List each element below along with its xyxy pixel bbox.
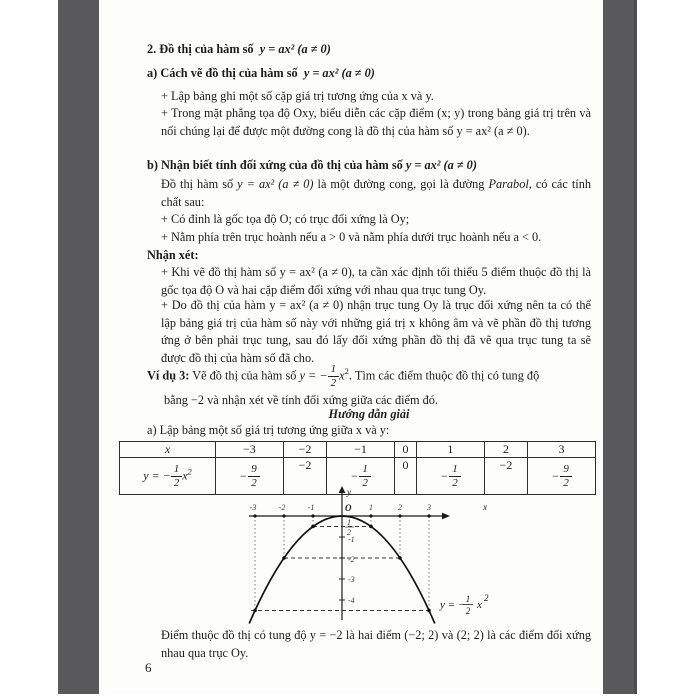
example-eq-prefix: y = − xyxy=(299,368,328,383)
fraction-numerator: 1 xyxy=(328,364,340,377)
x-axis-arrow-icon xyxy=(442,513,450,520)
svg-text:y = −: y = − xyxy=(440,599,466,611)
y-axis-label: y xyxy=(347,487,351,497)
num: 9 xyxy=(560,464,572,477)
svg-text:-1: -1 xyxy=(307,503,315,512)
svg-text:x: x xyxy=(477,599,482,611)
value-fraction xyxy=(359,464,371,489)
section-2-title: 2. Đồ thị của hàm số xyxy=(147,42,254,56)
bullet-b2: + Nằm phía trên trục hoành nếu a > 0 và nằm phía dưới trục hoành nếu a < 0. xyxy=(161,230,542,244)
cell-x7: 3 xyxy=(528,442,596,458)
y-label-var: x xyxy=(182,467,188,482)
svg-text:1: 1 xyxy=(347,518,351,527)
intro-formula: y = ax² (a ≠ 0) xyxy=(237,177,314,191)
y-tick-labels xyxy=(348,535,355,605)
y-label-prefix: y = − xyxy=(143,467,171,482)
cell-x3: −1 xyxy=(327,442,395,458)
example-variable: x xyxy=(339,368,345,383)
step-a-label: a) Lập bảng một số giá trị tương ứng giữa x và y: xyxy=(147,423,390,437)
textbook-page xyxy=(99,0,603,694)
svg-text:-3: -3 xyxy=(348,575,355,584)
intro-suffix: , có các tính chất sau: xyxy=(161,177,591,209)
svg-text:-2: -2 xyxy=(278,503,286,512)
value-fraction xyxy=(248,464,260,489)
subsection-a-title: a) Cách vẽ đồ thị của hàm số xyxy=(147,66,298,80)
example-3-post: . Tìm các điểm thuộc đồ thị có tung độ xyxy=(348,368,540,383)
book-right-edge xyxy=(603,0,637,694)
num: 9 xyxy=(248,464,260,477)
subsection-b-formula: y = ax² (a ≠ 0) xyxy=(405,158,477,172)
sign: − xyxy=(239,468,248,483)
page-number: 6 xyxy=(145,660,152,675)
section-2-formula: y = ax² (a ≠ 0) xyxy=(259,42,331,56)
svg-text:2: 2 xyxy=(347,528,351,537)
y-label-fraction xyxy=(171,464,183,489)
parabol-word: Parabol xyxy=(488,177,529,191)
cell-y-label xyxy=(120,458,216,495)
svg-text:-3: -3 xyxy=(249,503,257,512)
cell-x6: 2 xyxy=(484,442,527,458)
closing-paragraph: Điểm thuộc đồ thị có tung độ y = −2 là hai điểm (−2; 2) và (2; 2) là các điểm đối xứng nhau qua trục Oy. xyxy=(161,628,591,660)
value: −2 xyxy=(499,458,513,472)
y-label-num: 1 xyxy=(171,464,183,477)
num: 1 xyxy=(449,464,461,477)
example-exponent: 2 xyxy=(344,366,349,377)
remark-2: + Do đồ thị của hàm y = ax² (a ≠ 0) nhận trục tung Oy là trục đối xứng nên ta có thể lập bảng giá trị của hàm số này với những giá trị x không âm và vẽ phần đồ thị tương ứng ở bên phải trục tung, sau đó lấy đối xứng phần đồ thị đã vẽ qua trục tung ta sẽ được đồ thị của hàm số đã cho. xyxy=(161,298,591,365)
den: 2 xyxy=(251,476,257,489)
value: 0 xyxy=(402,458,409,472)
parabola-svg xyxy=(237,486,507,627)
x-axis-label: x xyxy=(483,502,487,512)
value-fraction xyxy=(560,464,572,489)
origin-label: O xyxy=(345,503,352,513)
nhan-xet-label: Nhận xét: xyxy=(147,248,199,262)
bullet-a2: + Trong mặt phẳng tọa độ Oxy, biểu diễn các cặp điểm (x; y) trong bảng giá trị trên và nối chúng lại để được một đường cong là đồ thị của hàm số y = ax² (a ≠ 0). xyxy=(161,106,591,138)
sign: − xyxy=(551,468,560,483)
svg-text:-1: -1 xyxy=(348,535,355,544)
subsection-a-heading xyxy=(147,65,375,83)
sign: − xyxy=(440,468,449,483)
subsection-a-formula: y = ax² (a ≠ 0) xyxy=(303,66,375,80)
bullet-b1: + Có đỉnh là gốc tọa độ O; có trục đối xứng là Oy; xyxy=(161,212,410,226)
svg-text:2: 2 xyxy=(398,503,402,512)
svg-text:1: 1 xyxy=(369,503,373,512)
parabola-figure xyxy=(237,486,507,627)
section-2-heading xyxy=(147,41,331,59)
example-3-label: Ví dụ 3: xyxy=(147,368,190,383)
example-3-pre: Vẽ đồ thị của hàm số xyxy=(189,368,300,383)
x-tick-labels xyxy=(250,503,431,512)
cell-x-label: x xyxy=(120,442,216,458)
sign: − xyxy=(350,468,359,483)
den: 2 xyxy=(563,476,569,489)
subsection-b-heading xyxy=(147,157,477,175)
intro-mid: là một đường cong, gọi là đường xyxy=(313,177,489,191)
cell-x4: 0 xyxy=(394,442,416,458)
huong-dan-giai-heading: Hướng dẫn giải xyxy=(328,407,410,421)
book-left-edge xyxy=(58,0,99,694)
cell-x5: 1 xyxy=(416,442,484,458)
example-3-line1 xyxy=(147,364,607,389)
example-fraction xyxy=(328,364,340,389)
svg-text:-4: -4 xyxy=(348,596,355,605)
den: 2 xyxy=(452,476,458,489)
y-label-sup: 2 xyxy=(187,465,192,476)
table-row-x xyxy=(120,442,596,458)
example-3-line2: bằng −2 và nhận xét về tính đối xứng giữa các điểm đó. xyxy=(164,393,438,407)
y-axis-arrow-icon xyxy=(339,486,346,493)
svg-text:3: 3 xyxy=(427,503,431,512)
remark-1: + Khi vẽ đồ thị hàm số y = ax² (a ≠ 0), ta cần xác định tối thiểu 5 điểm thuộc đồ thị là gốc tọa độ O và hai cặp điểm đối xứng với nhau qua trục tung Oy. xyxy=(161,265,591,297)
den: 2 xyxy=(362,476,368,489)
value-fraction xyxy=(449,464,461,489)
parabola-properties-intro xyxy=(161,176,591,211)
cell-x1: −3 xyxy=(216,442,284,458)
scanned-photo xyxy=(58,0,637,694)
svg-text:1: 1 xyxy=(465,594,471,604)
cell-y7 xyxy=(528,458,596,495)
cell-x2: −2 xyxy=(283,442,326,458)
svg-text:-2: -2 xyxy=(348,555,355,564)
y-label-den: 2 xyxy=(173,476,180,489)
svg-text:2: 2 xyxy=(465,606,471,616)
intro-pre: Đồ thị hàm số xyxy=(161,177,238,191)
fraction-denominator: 2 xyxy=(330,377,337,389)
subsection-b-title: b) Nhận biết tính đối xứng của đồ thị của hàm số xyxy=(147,158,403,172)
value: −2 xyxy=(298,458,312,472)
svg-text:2: 2 xyxy=(484,593,489,603)
bullet-a1: + Lập bảng ghi một số cặp giá trị tương ứng của x và y. xyxy=(161,89,434,103)
num: 1 xyxy=(359,464,371,477)
curve-equation-label xyxy=(439,593,489,616)
